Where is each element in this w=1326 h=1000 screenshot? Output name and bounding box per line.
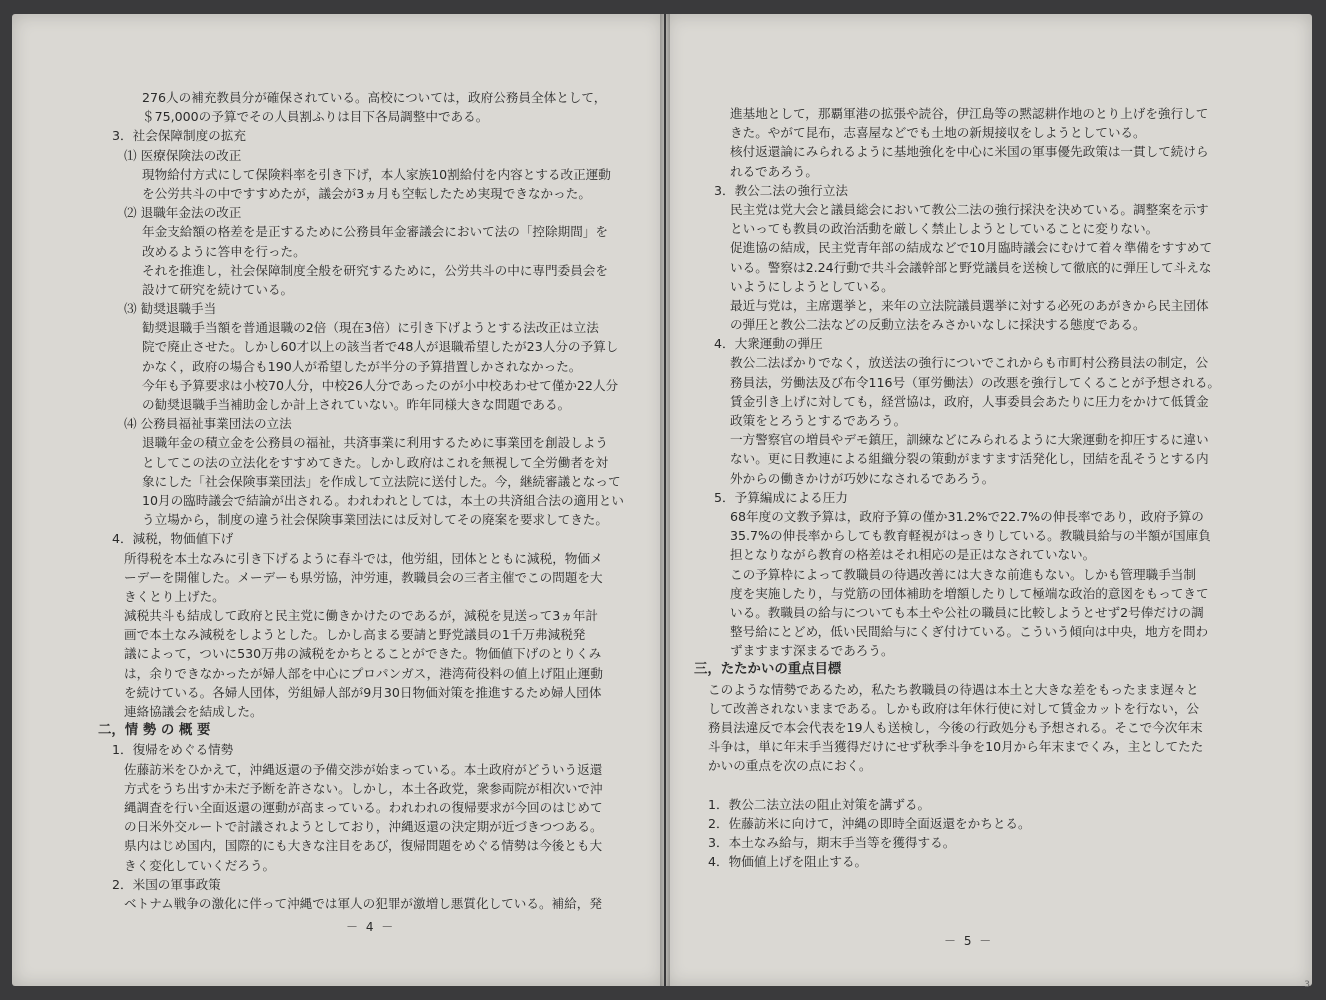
text-line: いようにしようとしている。 xyxy=(730,278,894,294)
left-page-text xyxy=(98,88,624,913)
text-line: といっても教員の政治活動を厳しく禁止しようとしていることに変りない。 xyxy=(730,221,1159,237)
text-line: の弾圧と教公二法などの反動立法をみさかいなしに採決する態度である。 xyxy=(730,317,1146,333)
text-line: ずますます深まるであろう。 xyxy=(730,643,894,659)
text-line xyxy=(694,776,1220,795)
text-line: 県内はじめ国内，国際的にも大きな注目をあび，復帰問題をめぐる情勢は今後とも大 xyxy=(124,838,603,854)
text-line: いる。警察は2.24行動で共斗会議幹部と野党議員を送検して徹底的に弾圧して斗えな xyxy=(730,259,1212,275)
text-line: きた。やがて昆布，志喜屋などでも土地の新規接収をしようとしている。 xyxy=(730,125,1146,141)
text-line: としてこの法の立法化をすすめてきた。しかし政府はこれを無視して全労働者を対 xyxy=(142,454,609,470)
text-line: ⑶ 勧奨退職手当 xyxy=(124,301,217,317)
text-line: かなく，政府の場合も190人が希望したが半分の予算措置しかされなかった。 xyxy=(142,358,582,374)
text-line: 2．佐藤訪米に向けて，沖縄の即時全面返還をかちとる。 xyxy=(708,815,1031,831)
section-heading: 二，情 勢 の 概 要 xyxy=(98,723,211,739)
text-line: 院で廃止させた。しかし60才以上の該当者で48人が退職希望したが23人分の予算し xyxy=(142,339,619,355)
text-line: 2．米国の軍事政策 xyxy=(112,876,221,892)
text-line: 減税共斗も結成して政府と民主党に働きかけたのであるが，減税を見送って3ヵ年計 xyxy=(124,608,598,624)
text-line: 方式をうち出すか未だ予断を許さない。しかし，本土各政党，衆参両院が相次いで沖 xyxy=(124,780,603,796)
text-line: 3．本土なみ給与，期末手当等を獲得する。 xyxy=(708,835,956,851)
text-line: 勧奨退職手当額を普通退職の2倍（現在3倍）に引き下げようとする法改正は立法 xyxy=(142,320,599,336)
text-line: 10月の臨時議会で結論が出される。われわれとしては，本土の共済組合法の適用とい xyxy=(142,492,624,508)
text-line: 設けて研究を続けている。 xyxy=(142,281,294,297)
text-line: 民主党は党大会と議員総会において教公二法の強行採決を決めている。調整案を示す xyxy=(730,201,1209,217)
text-line: 退職年金の積立金を公務員の福祉，共済事業に利用するために事業団を創設しよう xyxy=(142,435,608,451)
text-line: ⑷ 公務員福祉事業団法の立法 xyxy=(124,416,292,432)
text-line: 4．物価値上げを阻止する。 xyxy=(708,854,868,870)
text-line: 年金支給額の格差を是正するために公務員年金審議会において法の「控除期間」を xyxy=(142,224,608,240)
text-line: 度を実施したり，与党筋の団体補助を増額したりして極端な政治的意図をもってきて xyxy=(730,585,1209,601)
text-line: 35.7%の伸長率からしても教育軽視がはっきりしている。教職員給与の半額が国庫負 xyxy=(730,528,1211,544)
text-line: 4．大衆運動の弾圧 xyxy=(714,336,823,352)
text-line: 担となりながら教育の格差はそれ相応の是正はなされていない。 xyxy=(730,547,1096,563)
text-line: の日米外交ルートで討議されようとしており，沖縄返還の決定期が近づきつつある。 xyxy=(124,819,603,835)
text-line: この予算枠によって教職員の待遇改善には大きな前進もない。しかも管理職手当制 xyxy=(730,566,1196,582)
text-line: して改善されないままである。しかも政府は年休行使に対して賃金カットを行ない，公 xyxy=(708,700,1200,716)
text-line: 所得税を本土なみに引き下げるように春斗では，他労組，団体とともに減税，物価メ xyxy=(124,550,603,566)
text-line: 1．教公二法立法の阻止対策を講ずる。 xyxy=(708,796,931,812)
text-line: は，余りできなかったが婦人部を中心にプロパンガス，港湾荷役料の値上げ阻止運動 xyxy=(124,665,603,681)
text-line: 5．予算編成による圧力 xyxy=(714,489,848,505)
text-line: 276人の補充教員分が確保されている。高校については，政府公務員全体として， xyxy=(142,90,607,105)
right-page-number: － 5 － xyxy=(944,934,994,948)
text-line: れるであろう。 xyxy=(730,163,819,179)
text-line: それを推進し，社会保障制度全般を研究するために，公労共斗の中に専門委員会を xyxy=(142,262,608,278)
text-line: う立場から，制度の違う社会保険事業団法には反対してその廃案を要求してきた。 xyxy=(142,512,608,528)
text-line: 核付返還論にみられるように基地強化を中心に米国の軍事優先政策は一貫して続けら xyxy=(730,144,1209,160)
text-line: を公労共斗の中ですすめたが，議会が3ヵ月も空転したため実現できなかった。 xyxy=(142,185,591,201)
text-line: 象にした「社会保険事業団法」を作成して立法院に送付した。今，継続審議となって xyxy=(142,473,621,489)
text-line: ＄75,000の予算でその人員割ふりは目下各局調整中である。 xyxy=(142,109,489,125)
text-line: 斗争は，単に年末手当獲得だけにせず秋季斗争を10月から年末までくみ，主としてたた xyxy=(708,739,1204,755)
text-line: 務員法違反で本会代表を19人も送検し，今後の行政処分も予想される。そこで今次年末 xyxy=(708,720,1203,735)
text-line: いる。教職員の給与についても本土や公社の職員に比較しようとせず2号俸だけの調 xyxy=(730,604,1204,620)
text-line: きくとり上げた。 xyxy=(124,588,225,604)
text-line: 賃金引き上げに対しても，経営協は，政府，人事委員会あたりに圧力をかけて低賃金 xyxy=(730,393,1209,409)
text-line: 現物給付方式にして保険料率を引き下げ，本人家族10割給付を内容とする改正運動 xyxy=(142,166,611,182)
text-line: 務員法，労働法及び布令116号（軍労働法）の改悪を強行してくることが予想される。 xyxy=(730,374,1221,390)
text-line: 促進協の結成，民主党青年部の結成などで10月臨時議会にむけて着々準備をすすめて xyxy=(730,240,1213,256)
text-line: 教公二法ばかりでなく，放送法の強行についでこれからも市町村公務員法の制定，公 xyxy=(730,355,1209,371)
book-gutter xyxy=(660,14,670,986)
left-page-number: － 4 － xyxy=(346,920,396,934)
text-line: かいの重点を次の点におく。 xyxy=(708,758,872,774)
text-line: 政策をとろうとするであろう。 xyxy=(730,413,907,428)
text-line: 進基地として，那覇軍港の拡張や読谷，伊江島等の黙認耕作地のとり上げを強行して xyxy=(730,106,1209,121)
text-line: 最近与党は，主席選挙と，来年の立法院議員選挙に対する必死のあがきから民主団体 xyxy=(730,297,1209,313)
text-line: ⑵ 退職年金法の改正 xyxy=(124,205,242,221)
right-page-text xyxy=(694,104,1220,872)
corner-mark: 3 xyxy=(1304,980,1310,990)
text-line: このような情勢であるため，私たち教職員の待遇は本土と大きな差をもったまま遅々と xyxy=(708,681,1199,697)
text-line: 整号給にとどめ，低い民間給与にくぎ付けている。こういう傾向は中央，地方を問わ xyxy=(730,624,1209,640)
text-line: ーデーを開催した。メーデーも県労協，沖労連，教職員会の三者主催でこの問題を大 xyxy=(124,569,603,585)
text-line: ベトナム戦争の激化に伴って沖縄では軍人の犯罪が激増し悪質化している。補給，発 xyxy=(124,895,602,911)
section-heading: 三，たたかいの重点目標 xyxy=(694,662,842,678)
text-line: 外からの働きかけが巧妙になされるであろう。 xyxy=(730,470,995,486)
text-line: 68年度の文教予算は，政府予算の僅か31.2%で22.7%の伸長率であり，政府予算の xyxy=(730,508,1204,524)
text-line: 縄調査を行い全面返還の運動が高まっている。われわれの復帰要求が今回のはじめて xyxy=(124,799,603,815)
text-line: を続けている。各婦人団体，労組婦人部が9月30日物価対策を推進するため婦人団体 xyxy=(124,684,602,700)
text-line: の勧奨退職手当補助金しか計上されていない。昨年同様大きな問題である。 xyxy=(142,397,571,412)
text-line: 一方警察官の増員やデモ鎮圧，訓練などにみられるように大衆運動を抑圧するに違い xyxy=(730,432,1209,448)
text-line: 改めるように答申を行った。 xyxy=(142,243,306,259)
text-line: 議によって，ついに530万弗の減税をかちとることができた。物価値下げのとりくみ xyxy=(124,646,602,662)
text-line: ⑴ 医療保険法の改正 xyxy=(124,147,242,163)
text-line: 3．社会保障制度の拡充 xyxy=(112,128,246,144)
text-line: きく変化していくだろう。 xyxy=(124,857,276,873)
text-line: 4．減税，物価値下げ xyxy=(112,531,234,547)
text-line: 3．教公二法の強行立法 xyxy=(714,182,848,198)
text-line: 今年も予算要求は小校70人分，中校26人分であったのが小中校あわせて僅か22人分 xyxy=(142,377,619,393)
text-line: ない。更に日教連による組織分裂の策動がますます活発化し，団結を乱そうとする内 xyxy=(730,451,1209,467)
text-line: 連絡協議会を結成した。 xyxy=(124,704,263,719)
text-line: 1．復帰をめぐる情勢 xyxy=(112,742,234,758)
text-line: 画で本土なみ減税をしようとした。しかし高まる要請と野党議員の1千万弗減税発 xyxy=(124,627,586,643)
text-line: 佐藤訪米をひかえて，沖縄返還の予備交渉が始まっている。本土政府がどういう返還 xyxy=(124,761,603,777)
